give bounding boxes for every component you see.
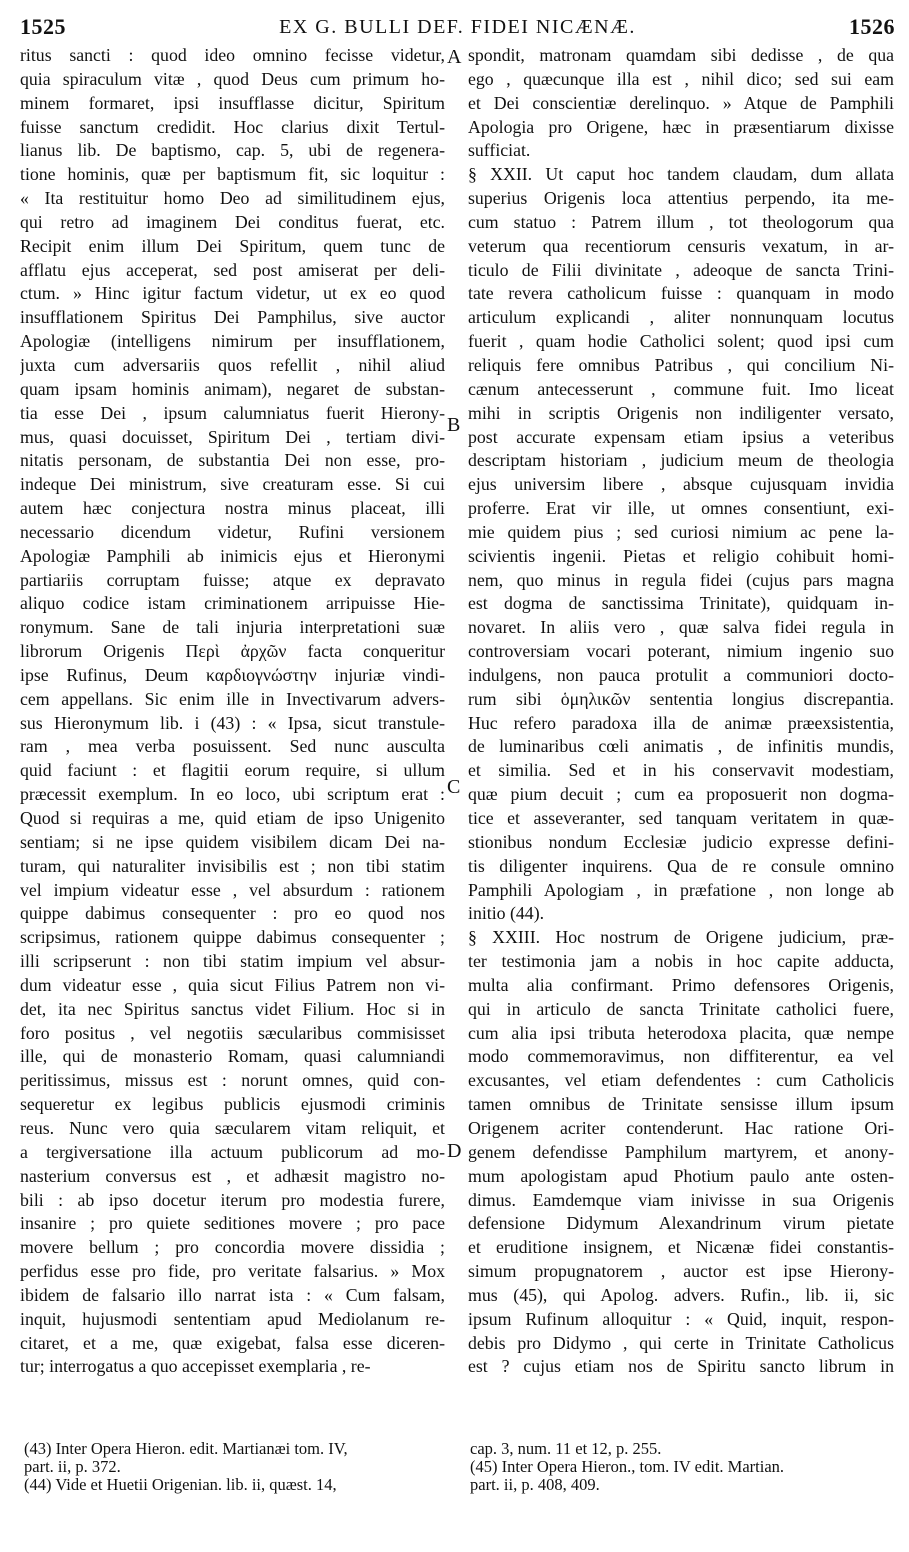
text-line: quam ipsam hominis animam), negaret de substan- (20, 378, 445, 399)
text-line: quid faciunt : et flagitii eorum require, si ullum (20, 760, 445, 781)
text-line: ejus universim libere , absque cujusquam invidia (468, 474, 894, 495)
footnote-line: (44) Vide et Huetii Origenian. lib. ii, quæst. 14, (24, 1475, 337, 1494)
footnotes-right (470, 1440, 894, 1494)
left-column (20, 44, 445, 1379)
footnote-line: cap. 3, num. 11 et 12, p. 255. (470, 1439, 662, 1458)
text-line: det, ita nec Spiritus sanctus videt Filium. Hoc si in (20, 998, 445, 1019)
text-line: stionibus nondum Ecclesiæ judicio expresse defini- (468, 831, 894, 852)
margin-marker-a: A (447, 46, 462, 68)
margin-marker-b: B (447, 414, 461, 436)
text-line: autem hæc conjectura nostra minus placeat, illi (20, 498, 445, 519)
text-line: cum alia ipsi tributa heterodoxa placita, quæ nempe (468, 1022, 894, 1043)
text-line: scivientis ingenii. Pietas et religio cohibuit homi- (468, 545, 894, 566)
text-line: illi scripserunt : non tibi statim impium vel absur- (20, 951, 445, 972)
text-line: simum propugnatorem , auctor est ipse Hierony- (468, 1261, 894, 1282)
text-line: multa alia confirmant. Primo defensores Origenis, (468, 974, 894, 995)
text-line: afflatu ejus acceperat, sed post amiserat per deli- (20, 259, 445, 280)
text-line: minem formaret, ipsi insufflasse dicitur, Spiritum (20, 92, 445, 113)
text-line: dimus. Eamdemque viam inivisse in sua Origenis (468, 1189, 894, 1210)
text-line: qui in articulo de sancta Trinitate catholici fuere, (468, 998, 894, 1019)
text-line: tice et asseveranter, sed tanquam veritatem in quæ- (468, 808, 894, 828)
text-line: citaret, et a me, quæ exigebat, falsa esse diceren- (20, 1332, 445, 1353)
text-line: ipse Rufinus, Deum καρδιογνώστην injuriæ vindi- (20, 664, 445, 685)
text-line: initio (44). (468, 903, 545, 924)
text-line: descriptam historiam , judicium meum de theologia (468, 450, 894, 471)
text-line: sufficiat. (468, 140, 531, 161)
text-line: § XXII. Ut caput hoc tandem claudam, dum allata (468, 164, 894, 185)
text-line: debis pro Didymo , qui certe in Trinitate Catholicus (468, 1332, 894, 1353)
text-line: veterum qua recentiorum censuris vexatum, in ar- (468, 235, 894, 256)
text-line: præcessit exemplum. In eo loco, ubi scriptum erat : (20, 784, 445, 805)
page-number-left: 1525 (20, 14, 66, 39)
footnote-line: part. ii, p. 408, 409. (470, 1475, 600, 1494)
text-line: « Ita restituitur homo Deo ad similitudinem ejus, (20, 188, 445, 209)
margin-marker-d: D (447, 1140, 462, 1162)
text-line: mum apologistam apud Photium paulo ante osten- (468, 1165, 894, 1186)
text-line: movere bellum ; pro concordia movere dissidia ; (20, 1237, 445, 1258)
margin-marker-c: C (447, 776, 461, 798)
text-line: genem defendisse Pamphilum martyrem, et anony- (468, 1141, 894, 1162)
text-line: excusantes, vel etiam defendentes : cum Catholicis (468, 1070, 894, 1091)
text-line: et similia. Sed et in his conservavit modestiam, (468, 760, 894, 781)
text-line: aliquo codice istam criminationem arripuisse Hie- (20, 593, 445, 614)
text-line: sequeretur ex legibus publicis ejusmodi criminis (20, 1094, 445, 1115)
text-line: defensione Didymum Alexandrinum virum pietate (468, 1213, 894, 1234)
page-header (20, 14, 895, 44)
text-line: ctum. » Hinc igitur factum videtur, ut ex eo quod (20, 283, 445, 304)
text-line: necessario dicendum videtur, Rufini versionem (20, 521, 445, 542)
text-line: perfidus esse pro fide, pro veritate falsarius. » Mox (20, 1261, 445, 1282)
text-line: nasterium conversus est , et adhæsit magistro no- (20, 1165, 445, 1186)
text-line: et eruditione insignem, et Nicænæ fidei constantis- (468, 1237, 894, 1258)
text-line: tis diligenter inquirens. Qua de re consule omnino (468, 855, 894, 876)
text-line: Pamphili Apologiam , in præfatione , non longe ab (468, 879, 894, 900)
text-line: tia esse Dei , ipsum calumniatus fuerit Hierony- (20, 402, 445, 423)
footnote-line: (45) Inter Opera Hieron., tom. IV edit. Martian. (470, 1457, 785, 1476)
text-line: ibidem de falsario illo narrat ista : « Cum falsam, (20, 1284, 445, 1305)
text-line: cum statuo : Patrem illum , tot theologorum qua (468, 211, 894, 232)
text-line: bili : ab ipso docetur iterum pro modestia furere, (20, 1189, 445, 1210)
text-line: § XXIII. Hoc nostrum de Origene judicium, præ- (468, 927, 894, 948)
text-line: reliquis fere omnibus Patribus , qui concilium Ni- (468, 354, 894, 375)
text-line: est dogma de sanctissima Trinitate), quidquam in- (468, 593, 894, 614)
text-line: sus Hieronymum lib. i (43) : « Ipsa, sicut transtule- (20, 712, 445, 733)
text-line: Apologiæ Pamphili ab inimicis ejus et Hieronymi (20, 545, 445, 566)
text-line: tate revera catholicum fuisse : quanquam in modo (468, 283, 894, 304)
text-line: vel impium videatur esse , vel absurdum : rationem (20, 879, 445, 900)
text-line: articulum explicandi , aliter nonnunquam locutus (468, 307, 894, 328)
footnotes-left (24, 1440, 444, 1494)
text-line: ritus sancti : quod ideo omnino fecisse videtur, (20, 45, 445, 65)
text-line: proferre. Erat vir ille, ut omnes consentiunt, exi- (468, 498, 894, 519)
running-title: EX G. BULLI DEF. FIDEI NICÆNÆ. (279, 16, 636, 38)
text-line: Quod si requiras a me, quid etiam de ipso Unigenito (20, 808, 445, 828)
text-line: post accurate expensam etiam ipsius a veteribus (468, 426, 894, 447)
text-line: fuisse sanctum credidit. Hoc clarius dixit Tertul- (20, 116, 445, 137)
text-line: mus (45), qui Apolog. advers. Rufin., lib. ii, sic (468, 1284, 894, 1305)
text-line: cem appellans. Sic enim ille in Invectivarum advers- (20, 688, 445, 709)
text-line: quæ pium decuit ; cum ea proposuerit non dogma- (468, 784, 894, 805)
text-line: inquit, hujusmodi sententiam apud Mediolanum re- (20, 1308, 445, 1329)
text-line: peritissimus, missus est : norunt omnes, quid con- (20, 1070, 445, 1091)
text-line: turam, qui naturaliter invisibilis est ; non tibi statim (20, 855, 445, 876)
footnote-line: (43) Inter Opera Hieron. edit. Martianæi tom. IV, (24, 1439, 348, 1458)
text-line: reus. Nunc vero quia sæcularem vitam reliquit, et (20, 1117, 445, 1138)
footnote-line: part. ii, p. 372. (24, 1457, 121, 1476)
text-line: de luminaribus cœli animatis , de infinitis mundis, (468, 736, 894, 757)
page-number-right: 1526 (849, 14, 895, 39)
text-line: modo commemoravimus, non diffiterentur, ea vel (468, 1046, 894, 1067)
text-line: insufflationem Spiritus Dei Pamphilus, sive auctor (20, 307, 445, 328)
text-line: cænum antecesserunt , commune fuit. Imo liceat (468, 378, 894, 399)
text-line: novaret. In aliis vero , quæ salva fidei regula in (468, 617, 894, 638)
text-line: tamen omnibus de Trinitate sensisse illum ipsum (468, 1094, 894, 1115)
text-line: controversiam vocari poterant, nimium ingenio suo (468, 641, 894, 662)
text-line: ter testimonia jam a nobis in hoc capite adducta, (468, 951, 894, 972)
text-line: a tergiversatione illa actuum publicorum ad mo- (20, 1141, 445, 1162)
text-line: indulgens, non pauca protulit a communiori docto- (468, 664, 894, 685)
text-line: tione hominis, quæ per baptismum fit, sic loquitur : (20, 164, 445, 185)
text-line: superius Origenis loca attentius perpendo, ita me- (468, 188, 894, 209)
text-line: librorum Origenis Περὶ ἀρχῶν facta conqueritur (20, 641, 445, 662)
text-line: insanire ; pro quiete seditiones movere ; pro pace (20, 1213, 445, 1234)
text-line: ille, qui de monasterio Romam, quasi calumniandi (20, 1046, 445, 1067)
text-line: et Dei conscientiæ derelinquo. » Atque de Pamphili (468, 92, 894, 113)
text-line: mus, quasi docuisset, Spiritum Dei , tertiam divi- (20, 426, 445, 447)
text-line: Apologia pro Origene, hæc in præsentiarum dixisse (468, 116, 894, 137)
text-line: Recipit enim illum Dei Spiritum, quem tunc de (20, 235, 445, 256)
text-line: lianus lib. De baptismo, cap. 5, ubi de regenera- (20, 140, 445, 161)
text-line: indeque Dei ministrum, sive creaturam esse. Si cui (20, 474, 445, 495)
text-line: rum sibi ὁμηλικῶν sententia longius discrepantia. (468, 688, 894, 709)
text-line: mie quidem pius ; sed curiosi nimium ac pene la- (468, 521, 894, 542)
text-line: nem, quo minus in regula fidei (cujus pars magna (468, 569, 894, 590)
text-line: mihi in scriptis Origenis non indiligenter versato, (468, 402, 894, 423)
text-line: juxta cum adversariis quos refellit , nihil aliud (20, 354, 445, 375)
text-line: ronymum. Sane de tali injuria interpretationi suæ (20, 617, 445, 638)
text-line: est ? cujus etiam nos de Spiritu sancto librum in (468, 1356, 894, 1377)
text-line: quia spiraculum vitæ , quod Deus cum primum ho- (20, 68, 445, 89)
text-line: tur; interrogatus a quo accepisset exemplaria , re- (20, 1356, 371, 1377)
text-line: ram , mea verba posuissent. Sed nunc ausculta (20, 736, 445, 757)
text-line: foro positus , vel negotiis sæcularibus commisisset (20, 1022, 445, 1043)
text-line: quippe dabimus consequenter : pro eo quod nos (20, 903, 445, 924)
text-line: nitatis personam, de substantia Dei non esse, pro- (20, 450, 445, 471)
text-line: spondit, matronam quamdam sibi dedisse , de qua (468, 45, 894, 65)
text-line: Apologiæ (intelligens nimirum per insufflationem, (20, 331, 445, 352)
text-line: ego , quæcunque illa est , nihil dico; sed sui eam (468, 68, 894, 89)
text-line: ticulo de Filii divinitate , adeoque de sancta Trini- (468, 259, 894, 280)
text-line: ipsum Rufinum alloquitur : « Quid, inquit, respon- (468, 1308, 894, 1329)
text-line: sentiam; si ne ipse quidem visibilem dicam Dei na- (20, 831, 445, 852)
text-line: Origenem acriter contenderunt. Hac ratione Ori- (468, 1117, 894, 1138)
text-line: Huc refero paradoxa illa de animæ præexsistentia, (468, 712, 894, 733)
text-line: partiariis corruptam fuisse; atque ex depravato (20, 569, 445, 590)
text-line: scripsimus, rationem quippe dabimus consequenter ; (20, 927, 445, 948)
text-line: qui retro ad imaginem Dei conditus fuerat, etc. (20, 211, 445, 232)
right-column (468, 44, 894, 1379)
text-line: fuerit , quam hodie Catholici solent; quod ipsi cum (468, 331, 894, 352)
text-line: dum videatur esse , quia sicut Filius Patrem non vi- (20, 974, 445, 995)
